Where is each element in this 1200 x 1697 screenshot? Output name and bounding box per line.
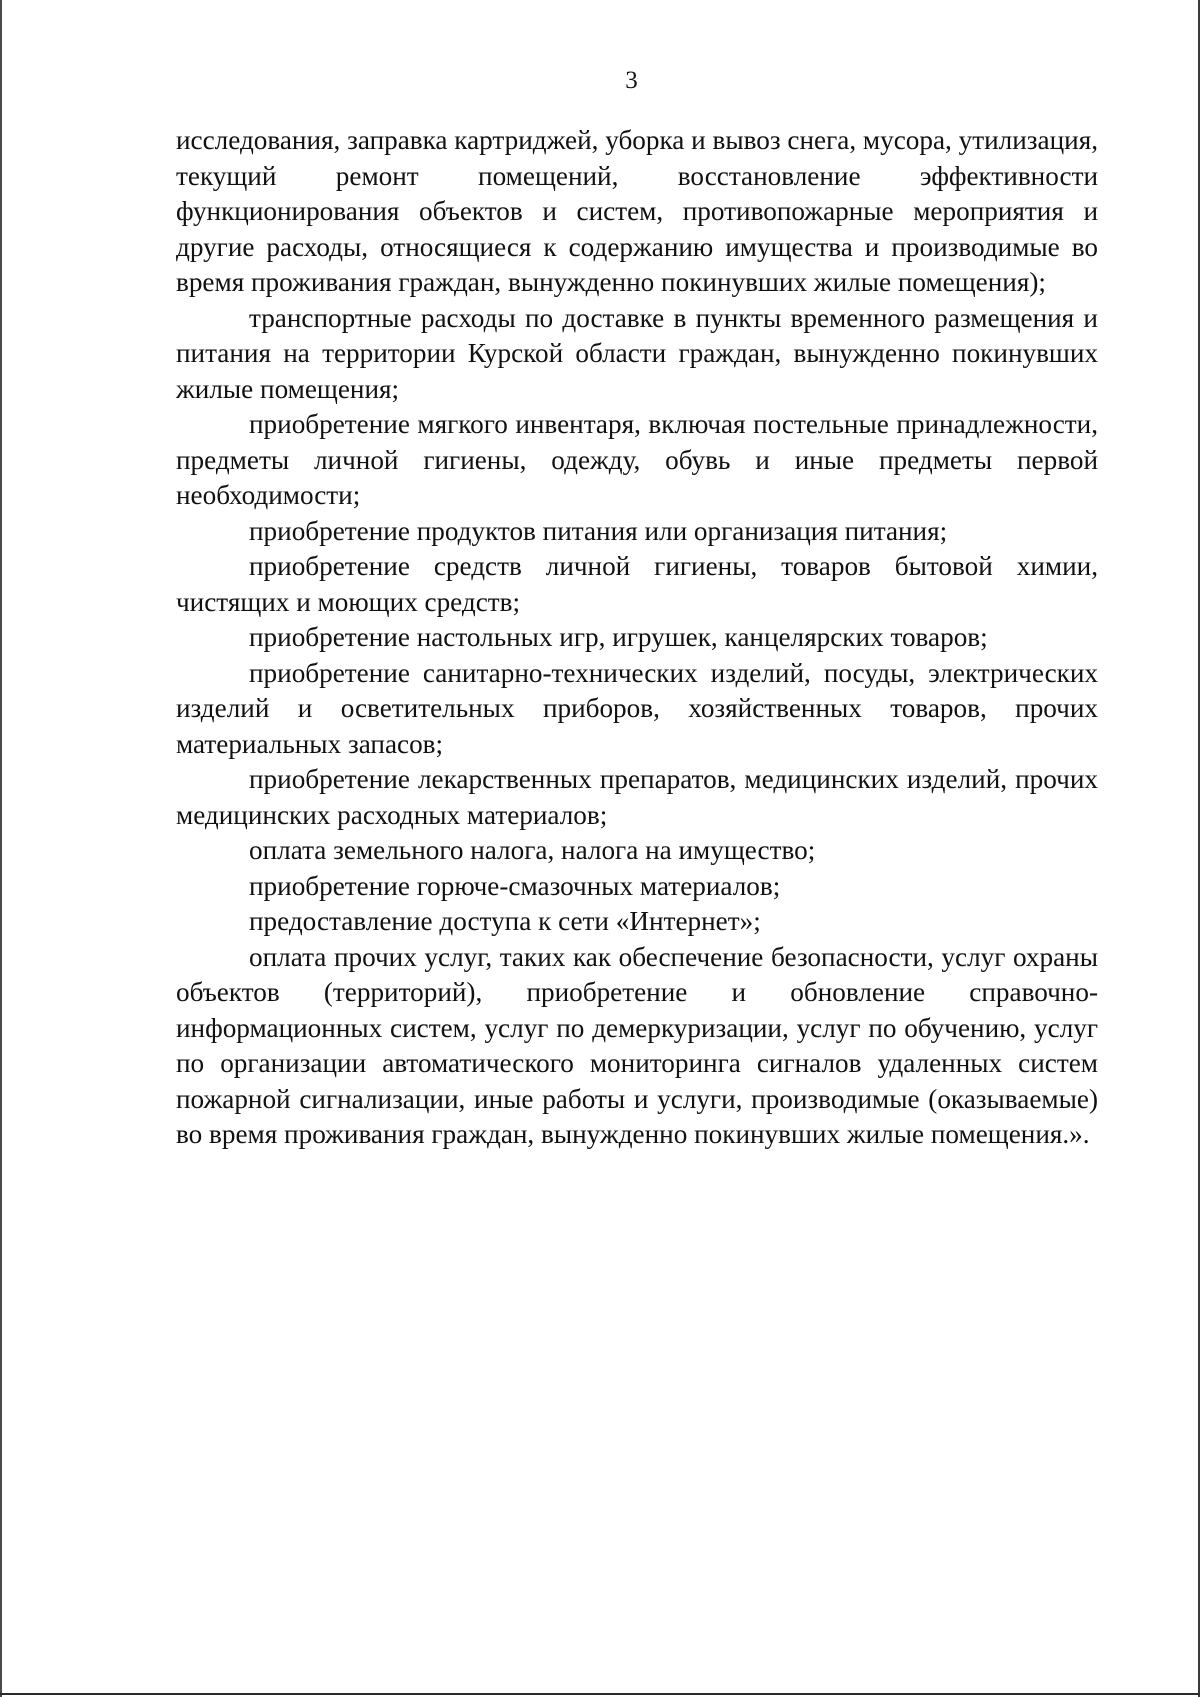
scan-bottom-edge xyxy=(0,1693,1200,1695)
paragraph-medicines: приобретение лекарственных препаратов, медицинских изделий, прочих медицинских расходных материалов; xyxy=(176,764,1098,830)
paragraph-maintenance-expenses: исследования, заправка картриджей, уборка и вывоз снега, мусора, утилизация, текущий ремонт помещений, восстановление эффективности функционирования объектов и систем, противопожарные мероприятия и другие расходы, относящиеся к содержанию имущества и производимые во время проживания граждан, вынужденно покинувших жилые помещения); xyxy=(176,125,1098,297)
paragraph-food-products: приобретение продуктов питания или организация питания; xyxy=(249,515,948,546)
paragraph-games-toys: приобретение настольных игр, игрушек, канцелярских товаров; xyxy=(249,622,988,652)
paragraph-fuel-lubricants: приобретение горюче-смазочных материалов; xyxy=(249,870,781,901)
page-number: 3 xyxy=(625,67,638,94)
paragraph-taxes: оплата земельного налога, налога на имущество; xyxy=(249,835,816,865)
paragraph-internet-access: предоставление доступа к сети «Интернет»; xyxy=(249,906,761,936)
paragraph-other-services: оплата прочих услуг, таких как обеспечение безопасности, услуг охраны объектов (территорий), приобретение и обновление справочно-информационных систем, услуг по демеркуризации, услуг по обучению, услуг по организации автоматического мониторинга сигналов удаленных систем пожарной сигнализации, иные работы и услуги, производимые (оказываемые) во время проживания граждан, вынужденно покинувших жилые помещения.». xyxy=(176,941,1098,1149)
scan-left-edge xyxy=(0,0,2,1697)
paragraph-sanitary-products: приобретение санитарно-технических изделий, посуды, электрических изделий и осветительных приборов, хозяйственных товаров, прочих материальных запасов; xyxy=(176,657,1098,759)
document-body xyxy=(176,123,1098,1153)
paragraph-soft-inventory: приобретение мягкого инвентаря, включая постельные принадлежности, предметы личной гигиены, одежду, обувь и иные предметы первой необходимости; xyxy=(176,409,1098,510)
paragraph-transport-expenses: транспортные расходы по доставке в пункты временного размещения и питания на территории Курской области граждан, вынужденно покинувших жилые помещения; xyxy=(176,302,1098,404)
paragraph-hygiene-products: приобретение средств личной гигиены, товаров бытовой химии, чистящих и моющих средств; xyxy=(176,551,1098,617)
